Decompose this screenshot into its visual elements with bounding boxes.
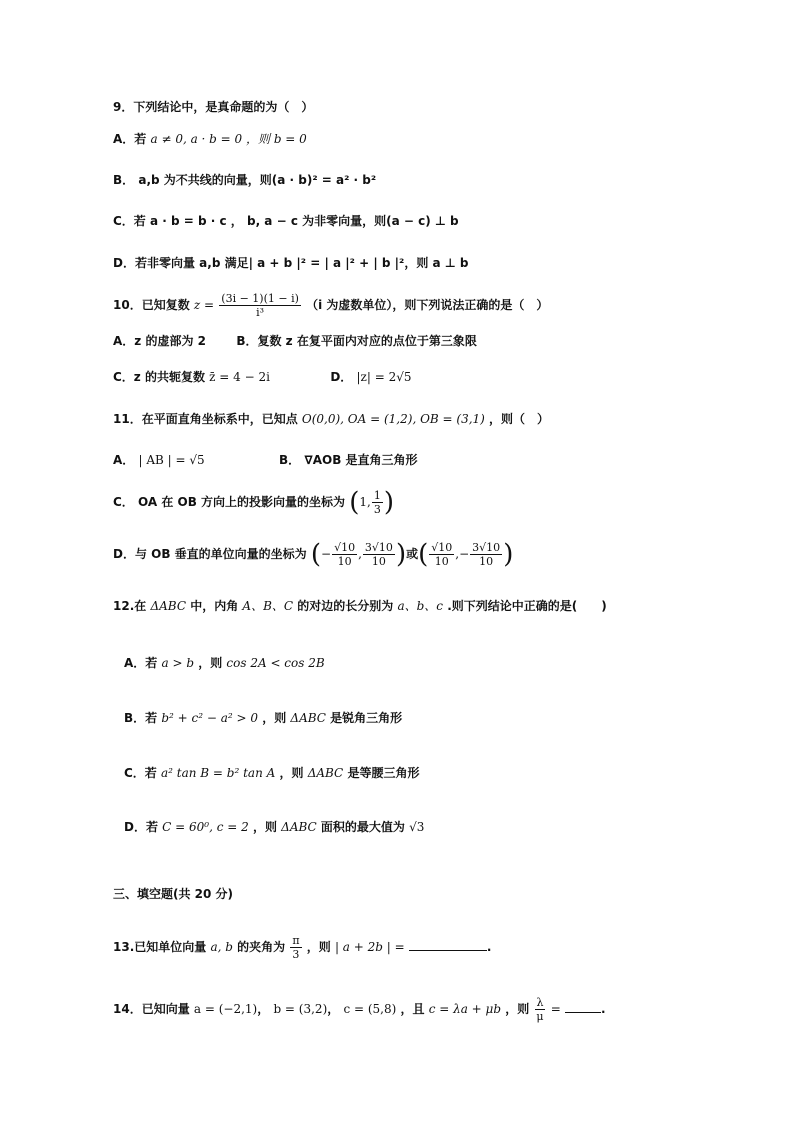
q9-option-d: [113, 255, 469, 271]
q10-option-d-math: |z| = 2√5: [356, 370, 412, 384]
q11-d-v1-num2: 3√10: [364, 541, 393, 554]
q14-a: a = (−2,1): [193, 1002, 258, 1016]
q12-stem-prefix: 12.在: [113, 599, 147, 613]
q11-option-a-label: A．: [113, 453, 135, 467]
q10-fraction: [219, 292, 301, 319]
q10-option-c-label: C．z 的共轭复数: [113, 370, 205, 384]
q12-option-d-label: D．若: [124, 820, 158, 834]
q9-option-b: [113, 172, 376, 188]
q12-stem-tri: ΔABC: [150, 599, 187, 613]
q11-d-v2-num2: 3√10: [472, 541, 501, 554]
q9-option-b-label: B．: [113, 173, 135, 187]
q9-stem: 9．下列结论中，是真命题的为（ ）: [113, 100, 314, 114]
q14-frac-num: λ: [536, 996, 544, 1009]
q11-option-c-text: OA 在 OB 方向上的投影向量的坐标为: [138, 495, 346, 509]
q14-b: b = (3,2): [273, 1002, 328, 1016]
q12-option-c-label: C．若: [124, 766, 157, 780]
right-paren-icon: ): [395, 539, 407, 570]
q11-option-d-or: 或: [406, 547, 419, 561]
comma: ,: [455, 547, 460, 561]
q13-end: .: [486, 940, 492, 954]
q11-d-v1-den1: 10: [337, 555, 352, 568]
q12-option-a-math2: cos 2A < cos 2B: [226, 656, 325, 670]
q12-option-b-label: B．若: [124, 711, 158, 725]
q13: [113, 930, 491, 964]
q12-option-b: [124, 710, 402, 726]
q12-option-a-math: a > b: [161, 656, 195, 670]
q11-option-a-math: | AB | = √5: [138, 453, 205, 467]
q10-stem: [113, 290, 548, 320]
q10-option-a: A．z 的虚部为 2: [113, 334, 206, 348]
q11-option-d-text: D．与 OB 垂直的单位向量的坐标为: [113, 547, 307, 561]
left-paren-icon: (: [349, 487, 360, 518]
q12-option-b-math: b² + c² − a² > 0: [161, 711, 259, 725]
q10-stem-suffix: （i 为虚数单位），则下列说法正确的是（ ）: [306, 298, 549, 312]
q14-frac-den: μ: [536, 1010, 544, 1023]
q11-d-v1-frac2: [363, 541, 395, 568]
q12-option-b-mid: ，则: [262, 711, 287, 725]
q12-option-c-tri: ΔABC: [307, 766, 344, 780]
q11-c-frac-den: 3: [373, 503, 381, 516]
q11-d-v1-den2: 10: [371, 555, 386, 568]
q11-d-v1-num1: √10: [334, 541, 356, 554]
q9-option-b-text: a,b 为不共线的向量，则(a · b)² = a² · b²: [138, 173, 377, 187]
q13-mid2: ，则: [306, 940, 331, 954]
q11-option-c: [113, 487, 394, 517]
q11-option-c-label: C．: [113, 495, 134, 509]
q12-stem-angles: A、B、C: [242, 599, 294, 613]
q12-stem-mid: 中，内角: [190, 599, 239, 613]
q14-mid: ，且: [400, 1002, 425, 1016]
q12-option-b-suffix: 是锐角三角形: [330, 711, 403, 725]
q12-option-d-mid: ，则: [252, 820, 277, 834]
q12-option-a: [124, 655, 325, 671]
q14-sep: ，: [257, 1002, 270, 1016]
q14-eq: =: [550, 1002, 561, 1016]
answer-blank[interactable]: [409, 950, 487, 951]
q11-d-v2-frac2: [470, 541, 502, 568]
q14-c: c = (5,8): [343, 1002, 397, 1016]
q12-option-c-mid: ，则: [279, 766, 304, 780]
q12-option-d: [124, 819, 424, 835]
q11-c-frac-num: 1: [373, 489, 381, 502]
q11-option-c-fraction: [372, 489, 383, 516]
q14-fraction: [534, 996, 545, 1023]
q12-option-b-tri: ΔABC: [290, 711, 326, 725]
q11-d-v1-frac1: [332, 541, 357, 568]
q12-stem-suffix: .则下列结论中正确的是( ): [447, 599, 607, 613]
q14-rel: c = λa + μb: [428, 1002, 502, 1016]
q11-d-v2-num1: √10: [431, 541, 453, 554]
q11-option-c-first: 1,: [359, 495, 371, 509]
q10-options-ab: [113, 333, 477, 349]
q11-options-ab: [113, 452, 418, 468]
right-paren-icon: ): [503, 539, 514, 570]
q12-stem-sides: a、b、c: [397, 599, 444, 613]
q9-option-a-math: a ≠ 0, a · b = 0 ，则 b = 0: [150, 132, 307, 146]
q11-option-d: [113, 537, 513, 571]
q13-vecs: a, b: [210, 940, 233, 954]
q14-sep: ，: [327, 1002, 340, 1016]
q11-stem-math: O(0,0), OA = (1,2), OB = (3,1): [301, 412, 485, 426]
q10-frac-num: (3i − 1)(1 − i): [221, 292, 299, 305]
q10-option-b: B．复数 z 在复平面内对应的点位于第三象限: [236, 334, 477, 348]
minus-sign: −: [459, 547, 470, 561]
q11-option-b-text: ∇AOB 是直角三角形: [304, 453, 418, 467]
q11-option-b-label: B．: [279, 453, 301, 467]
right-paren-icon: ): [383, 487, 395, 518]
q11-d-v2-frac1: [429, 541, 454, 568]
q13-angle-den: 3: [292, 948, 300, 961]
q11-d-v2-den1: 10: [434, 555, 449, 568]
q12-option-c-suffix: 是等腰三角形: [347, 766, 420, 780]
q14-mid2: ，则: [505, 1002, 530, 1016]
q9-option-c: [113, 213, 459, 229]
q10-option-d-label: D．: [330, 370, 353, 384]
q10-frac-den: i³: [256, 306, 265, 319]
q10-options-cd: [113, 369, 412, 385]
left-paren-icon: (: [418, 539, 429, 570]
q10-stem-prefix: 10．已知复数: [113, 298, 190, 312]
q9-option-c-label: C．若: [113, 214, 146, 228]
q11-d-v2-den2: 10: [479, 555, 494, 568]
q12-option-d-val: √3: [409, 820, 425, 834]
q11-stem-suffix: ，则（ ）: [489, 412, 550, 426]
q13-mid: 的夹角为: [237, 940, 286, 954]
q9-option-a: [113, 131, 307, 147]
q12-stem-mid2: 的对边的长分别为: [297, 599, 394, 613]
q10-z-eq: z =: [193, 298, 215, 312]
q9-option-c-text: a · b = b · c ， b, a − c 为非零向量，则(a − c) ⊥ b: [150, 214, 459, 228]
q11-stem-prefix: 11．在平面直角坐标系中，已知点: [113, 412, 298, 426]
q10-option-c-math: z̄ = 4 − 2i: [209, 370, 270, 384]
q11-stem: [113, 411, 549, 427]
q13-expr: | a + 2b | =: [334, 940, 405, 954]
q13-angle-num: π: [292, 934, 300, 947]
q12-option-d-tri: ΔABC: [281, 820, 317, 834]
section-title: 三、填空题(共 20 分): [113, 887, 234, 901]
q14: [113, 994, 606, 1024]
q12-stem: [113, 598, 607, 614]
minus-sign: −: [321, 547, 332, 561]
q12-option-a-label: A．若: [124, 656, 158, 670]
q12-option-d-math: C = 60⁰, c = 2: [162, 820, 249, 834]
comma: ,: [358, 547, 362, 561]
q13-prefix: 13.已知单位向量: [113, 940, 207, 954]
q14-end: .: [601, 1002, 606, 1016]
q12-option-c-math: a² tan B = b² tan A: [161, 766, 276, 780]
q12-option-d-suffix: 面积的最大值为: [320, 820, 405, 834]
q12-option-c: [124, 765, 419, 781]
q12-option-a-mid: ，则: [198, 656, 223, 670]
q14-prefix: 14．已知向量: [113, 1002, 190, 1016]
q13-angle: [290, 934, 301, 961]
q9-option-d-text: a,b 满足| a + b |² = | a |² + | b |²，则 a ⊥ b: [199, 256, 469, 270]
left-paren-icon: (: [310, 539, 322, 570]
q9-option-d-label: D．若非零向量: [113, 256, 195, 270]
q9-option-a-label: A．若: [113, 132, 147, 146]
answer-blank[interactable]: [565, 1012, 601, 1013]
